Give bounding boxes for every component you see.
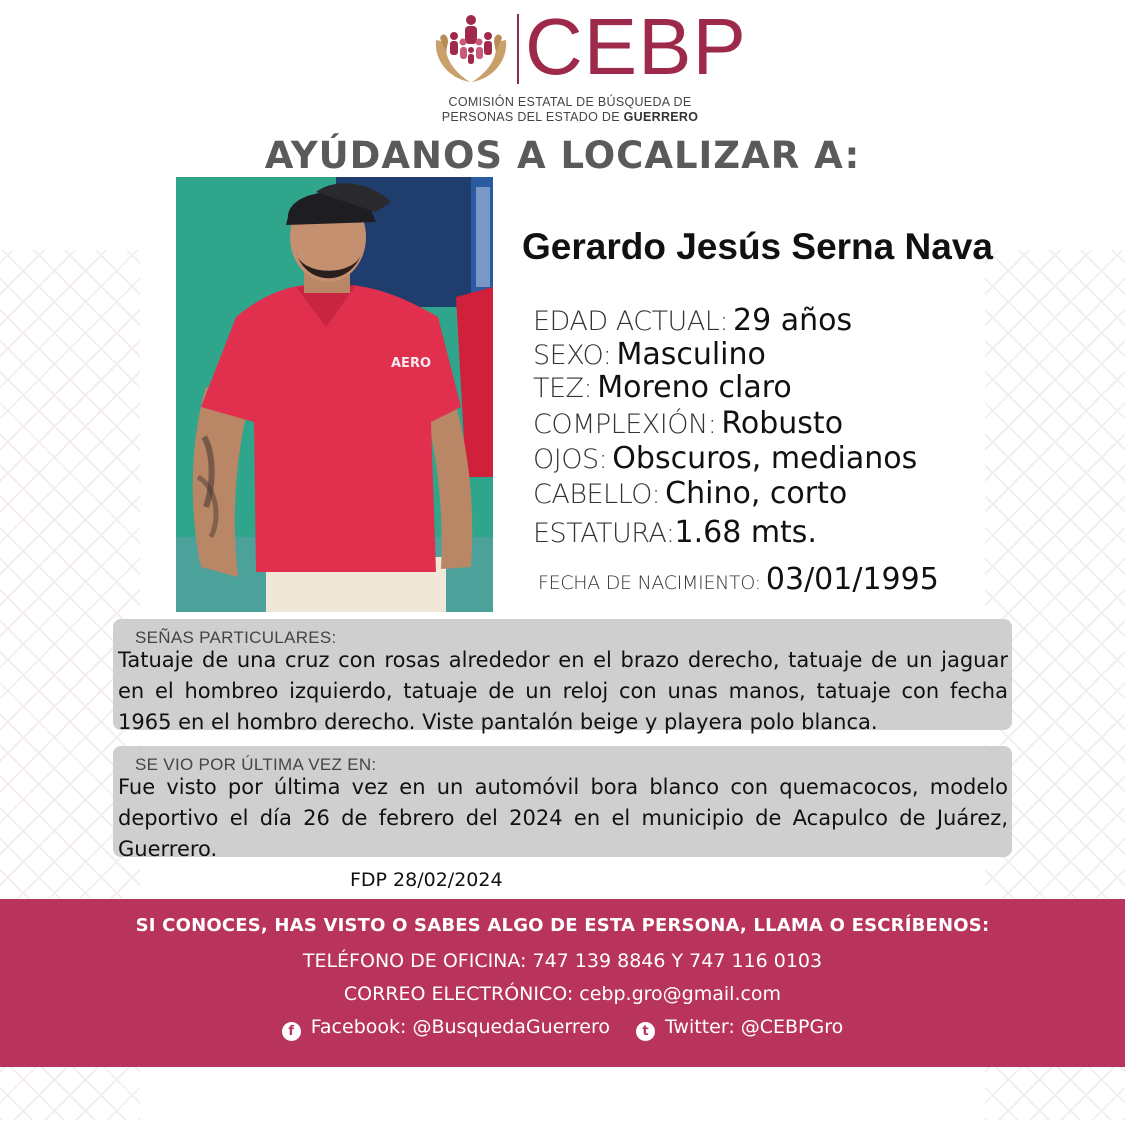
- org-name-line2: PERSONAS DEL ESTADO DE GUERRERO: [441, 110, 699, 124]
- facebook-icon: f: [282, 1022, 301, 1041]
- detail-label: OJOS:: [533, 444, 608, 475]
- detail-label: ESTATURA:: [533, 518, 675, 549]
- detail-value: Masculino: [616, 337, 766, 372]
- detail-value: Chino, corto: [665, 476, 848, 511]
- logo-text: CEBP: [525, 2, 747, 91]
- last-seen-box: [113, 746, 1012, 861]
- detail-value: Robusto: [721, 406, 844, 441]
- detail-label: CABELLO:: [533, 479, 661, 510]
- detail-height: [533, 515, 817, 550]
- detail-value: 1.68 mts.: [674, 515, 817, 550]
- detail-value: Moreno claro: [597, 370, 792, 405]
- detail-value: Obscuros, medianos: [612, 441, 918, 476]
- detail-label: SEXO:: [533, 340, 612, 371]
- distinguishing-marks-box: [113, 619, 1012, 734]
- twitter-icon: t: [636, 1022, 655, 1041]
- detail-eyes: [533, 441, 917, 476]
- detail-label: COMPLEXIÓN:: [533, 409, 717, 440]
- contact-email: CORREO ELECTRÓNICO: cebp.gro@gmail.com: [343, 983, 782, 1005]
- cebp-emblem-icon: [432, 12, 510, 86]
- contact-title: SI CONOCES, HAS VISTO O SABES ALGO DE ESTA PERSONA, LLAMA O ESCRÍBENOS:: [135, 915, 990, 936]
- fdp-date: FDP 28/02/2024: [350, 869, 503, 891]
- last-seen-text: Fue visto por última vez en un automóvil bora blanco con quemacocos, modelo deportivo el día 26 de febrero del 2024 en el municipio de Acapulco de Juárez, Guerrero.: [118, 775, 1008, 861]
- detail-build: [533, 406, 843, 441]
- detail-sex: [533, 337, 766, 372]
- detail-label: FECHA DE NACIMIENTO:: [538, 572, 761, 594]
- last-seen-title: SE VIO POR ÚLTIMA VEZ EN:: [135, 755, 377, 774]
- contact-social: [0, 1016, 1125, 1041]
- headline: AYÚDANOS A LOCALIZAR A:: [264, 134, 861, 177]
- marks-title: SEÑAS PARTICULARES:: [135, 628, 337, 647]
- detail-birthdate: [538, 562, 939, 597]
- detail-hair: [533, 476, 847, 511]
- marks-text: Tatuaje de una cruz con rosas alrededor en el brazo derecho, tatuaje de un jaguar en el hombreo izquierdo, tatuaje de un reloj con unas manos, tatuaje con fecha 1965 en el hombro derecho. Viste pantalón beige y playera polo blanca.: [118, 648, 1008, 734]
- missing-person-photo: [176, 177, 493, 612]
- contact-band: [0, 899, 1125, 1067]
- contact-phone: TELÉFONO DE OFICINA: 747 139 8846 Y 747 116 0103: [302, 950, 823, 972]
- detail-age: [533, 303, 852, 338]
- facebook-handle: Facebook: @BusquedaGuerrero: [310, 1016, 610, 1038]
- detail-value: 29 años: [733, 303, 853, 338]
- detail-label: EDAD ACTUAL:: [533, 306, 728, 337]
- detail-value: 03/01/1995: [765, 562, 939, 597]
- shirt-print: AERO: [391, 356, 432, 371]
- logo-divider: [517, 14, 519, 84]
- org-name-line1: COMISIÓN ESTATAL DE BÚSQUEDA DE: [448, 95, 692, 109]
- person-name: Gerardo Jesús Serna Nava: [522, 226, 993, 267]
- detail-label: TEZ:: [533, 373, 593, 404]
- twitter-handle: Twitter: @CEBPGro: [664, 1016, 844, 1038]
- detail-skin: [533, 370, 792, 405]
